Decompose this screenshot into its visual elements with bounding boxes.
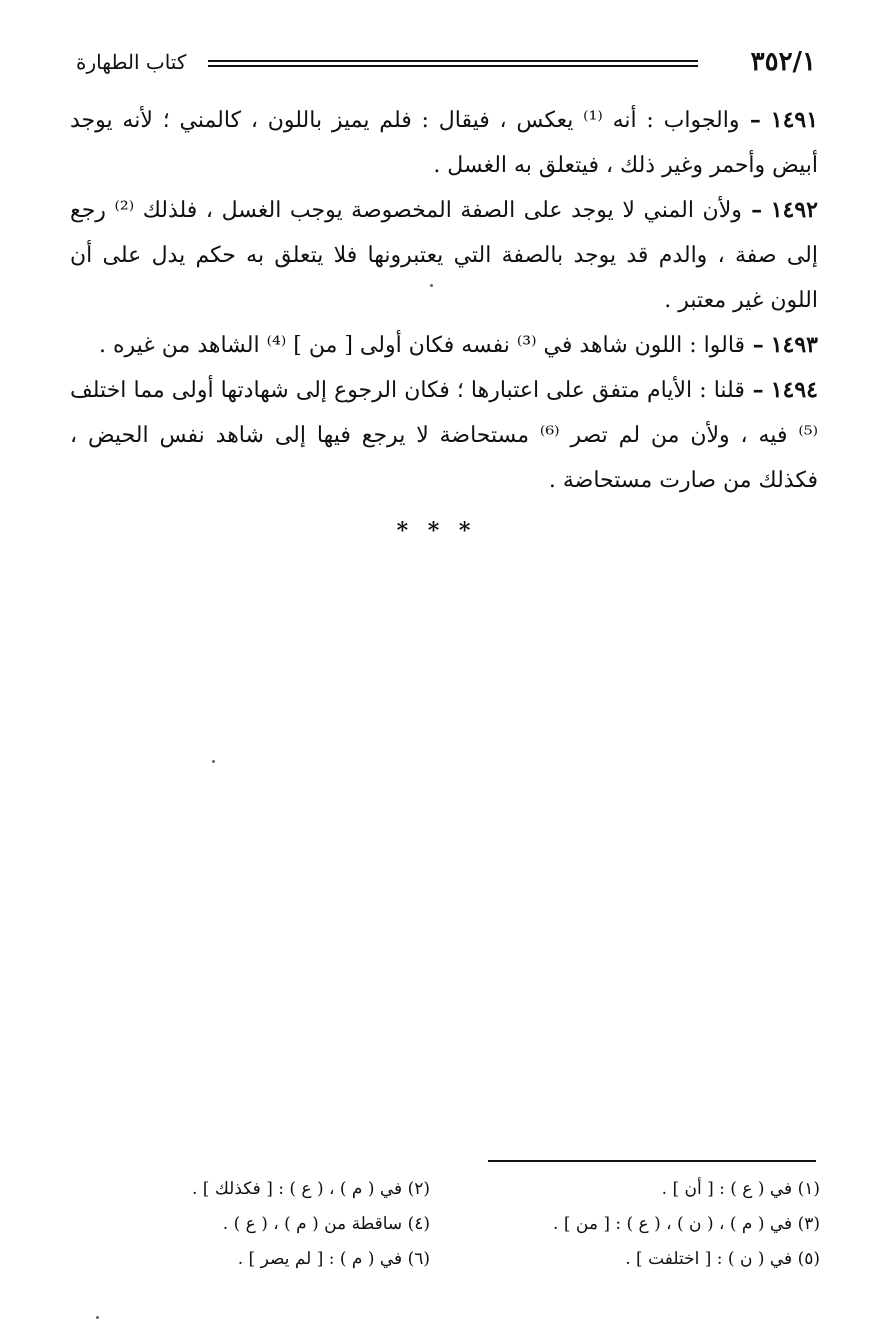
paragraph-dash: –	[745, 332, 764, 358]
page-number: ٣٥٢/١	[750, 47, 816, 77]
paragraph-text: والجواب : أنه ⁽¹⁾ يعكس ، فيقال : فلم يميز باللون ، كالمني ؛ لأنه يوجد أبيض وأحمر وغير ذلك ، فيتعلق به الغسل .	[70, 108, 818, 178]
running-title: كتاب الطهارة	[76, 50, 187, 74]
paragraph-number: ١٤٩١	[770, 107, 819, 133]
footnote-rule	[488, 1160, 816, 1162]
paragraph-dash: –	[739, 107, 761, 133]
scan-speck	[212, 760, 215, 763]
paragraph-dash: –	[741, 197, 763, 223]
footnote-4: (٤) ساقطة من ( م ) ، ( ع ) .	[222, 1214, 430, 1234]
paragraph-dash: –	[744, 377, 764, 403]
footnotes-left-column	[90, 1172, 430, 1277]
footnote-1: (١) في ( ع ) : [ أن ] .	[661, 1179, 820, 1199]
footnote-2: (٢) في ( م ) ، ( ع ) : [ فكذلك ] .	[192, 1179, 430, 1199]
scan-speck	[430, 284, 433, 287]
paragraph-number: ١٤٩٢	[770, 197, 818, 223]
footnotes-right-column	[480, 1172, 820, 1277]
main-text	[70, 98, 818, 503]
header-double-rule	[208, 60, 698, 67]
page-header	[76, 44, 816, 80]
paragraph-text: ولأن المني لا يوجد على الصفة المخصوصة يوجب الغسل ، فلذلك ⁽²⁾ رجع إلى صفة ، والدم قد يوجد بالصفة التي يعتبرونها فلا يتعلق به حكم يدل على أن اللون غير معتبر .	[70, 198, 818, 313]
footnote-5: (٥) في ( ن ) : [ اختلفت ] .	[625, 1249, 820, 1269]
paragraph-text: قلنا : الأيام متفق على اعتبارها ؛ فكان الرجوع إلى شهادتها أولى مما اختلف ⁽⁵⁾ فيه ، ولأن من لم تصر ⁽⁶⁾ مستحاضة لا يرجع فيها إلى شاهد نفس الحيض ، فكذلك من صارت مستحاضة .	[70, 378, 818, 493]
paragraph-text: قالوا : اللون شاهد في ⁽³⁾ نفسه فكان أولى [ من ] ⁽⁴⁾ الشاهد من غيره .	[99, 333, 746, 358]
paragraph-1492	[70, 188, 818, 323]
section-separator: * * *	[396, 518, 477, 544]
paragraph-1491	[70, 98, 818, 188]
footnote-6: (٦) في ( م ) : [ لم يصر ] .	[237, 1249, 430, 1269]
paragraph-number: ١٤٩٤	[770, 377, 818, 403]
paragraph-number: ١٤٩٣	[770, 332, 818, 358]
footnote-3: (٣) في ( م ) ، ( ن ) ، ( ع ) : [ من ] .	[553, 1214, 820, 1234]
paragraph-1493	[70, 323, 818, 368]
paragraph-1494	[70, 368, 818, 503]
scan-speck	[96, 1316, 99, 1319]
